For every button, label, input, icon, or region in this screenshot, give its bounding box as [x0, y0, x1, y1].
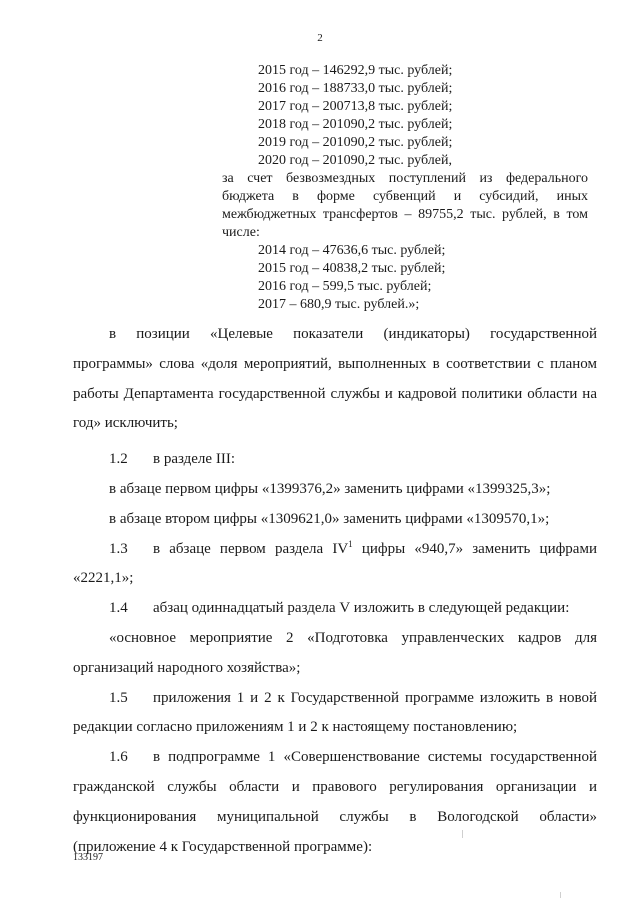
item-text: в абзаце первом раздела IV: [153, 540, 349, 557]
paragraph-1-6: [73, 743, 597, 862]
paragraph-1-2: [73, 445, 597, 475]
financing-line: 2019 год – 201090,2 тыс. рублей;: [258, 135, 453, 150]
document-code: 133197: [73, 852, 103, 863]
item-number: 1.4: [109, 600, 128, 617]
item-number: 1.6: [109, 749, 128, 766]
paragraph-target-indicators: в позиции «Целевые показатели (индикаторы) государственной программы» слова «доля мероприятий, выполненных в соответствии с планом работы Департамента государственной службы и кадровой политики области на год» исключить;: [73, 326, 597, 432]
item-text: в подпрограмме 1 «Совершенствование системы государственной гражданской службы области и правового регулирования организации и функционирования муниципальной службы в Вологодской области» (приложение 4 к Государственной программе):: [73, 749, 597, 855]
paragraph-first-abzac: в абзаце первом цифры «1399376,2» заменить цифрами «1399325,3»;: [109, 480, 551, 497]
financing-line: 2017 год – 200713,8 тыс. рублей;: [258, 99, 453, 114]
paragraph-1-5: [73, 684, 597, 744]
paragraph-main-activity: «основное мероприятие 2 «Подготовка управленческих кадров для организаций народного хозяйства»;: [73, 629, 597, 676]
item-number: 1.2: [109, 451, 128, 468]
paragraph-1-3: [73, 535, 597, 595]
scan-mark: [462, 830, 463, 838]
financing-line: 2017 – 680,9 тыс. рублей.»;: [258, 297, 420, 312]
item-text: в разделе III:: [153, 451, 235, 468]
superscript: 1: [348, 538, 353, 549]
page-number: 2: [317, 32, 323, 44]
financing-line: 2014 год – 47636,6 тыс. рублей;: [258, 243, 446, 258]
item-number: 1.5: [109, 689, 128, 706]
financing-line: 2015 год – 40838,2 тыс. рублей;: [258, 261, 446, 276]
financing-line: 2020 год – 201090,2 тыс. рублей,: [258, 153, 452, 168]
financing-block: [222, 62, 588, 314]
financing-line: 2016 год – 188733,0 тыс. рублей;: [258, 81, 453, 96]
financing-line: 2015 год – 146292,9 тыс. рублей;: [258, 63, 453, 78]
paragraph-1-4: [73, 594, 597, 624]
item-text: абзац одиннадцатый раздела V изложить в следующей редакции:: [153, 600, 570, 617]
item-text: цифры «940,7» заменить цифрами «2221,1»;: [73, 540, 597, 587]
paragraph-second-abzac: в абзаце втором цифры «1309621,0» заменить цифрами «1309570,1»;: [109, 510, 550, 527]
financing-line: 2018 год – 201090,2 тыс. рублей;: [258, 117, 453, 132]
item-number: 1.3: [109, 540, 128, 557]
federal-funding-text: за счет безвозмездных поступлений из федерального бюджета в форме субвенций и субсидий, иных межбюджетных трансфертов – 89755,2 тыс. рублей, в том числе:: [222, 171, 588, 240]
item-text: приложения 1 и 2 к Государственной программе изложить в новой редакции согласно приложениям 1 и 2 к настоящему постановлению;: [73, 689, 597, 736]
scan-mark: [560, 892, 561, 898]
financing-line: 2016 год – 599,5 тыс. рублей;: [258, 279, 432, 294]
document-body: [73, 320, 597, 862]
